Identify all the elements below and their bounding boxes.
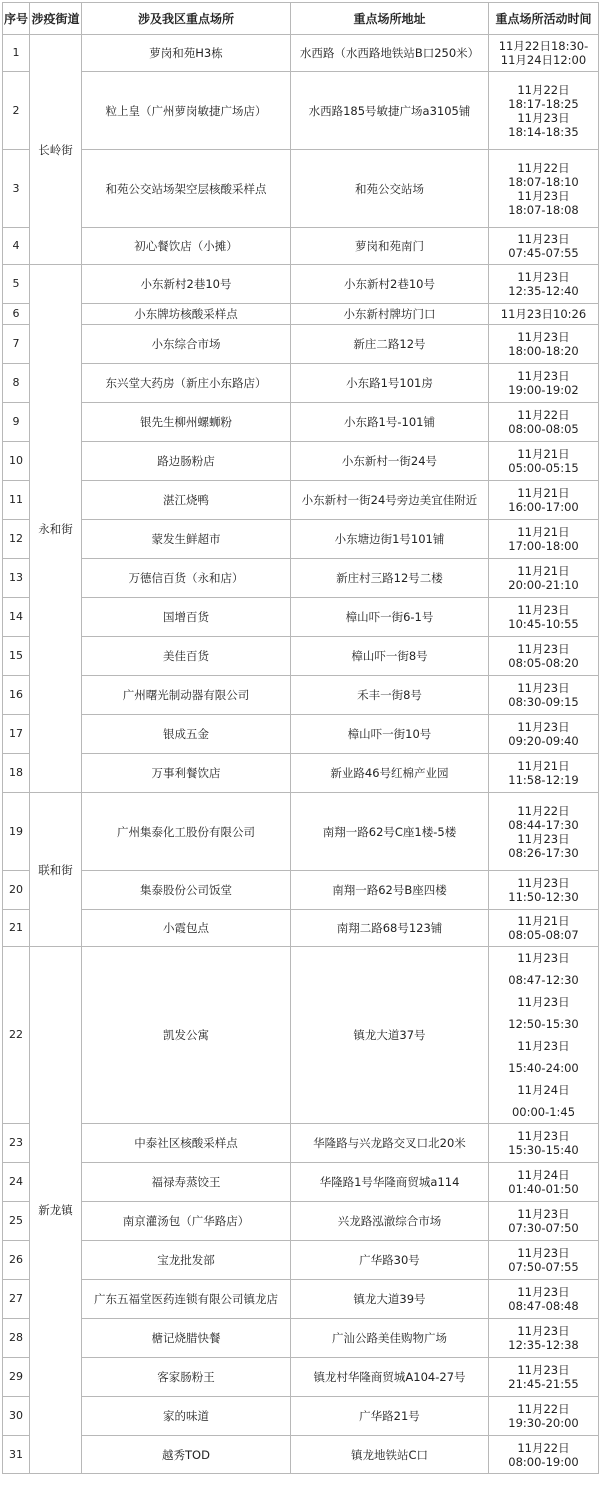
row-seq: 5 xyxy=(3,265,30,304)
time-line: 11月23日 xyxy=(517,951,570,965)
time-line: 18:14-18:35 xyxy=(508,124,579,139)
time-line: 07:30-07:50 xyxy=(508,1221,579,1235)
row-address: 水西路（水西路地铁站B口250米） xyxy=(291,35,489,72)
time-line: 11月23日 xyxy=(517,603,570,617)
row-place: 湛江烧鸭 xyxy=(82,481,291,520)
time-line: 11月22日 xyxy=(517,803,570,818)
row-address: 禾丰一街8号 xyxy=(291,676,489,715)
table-row xyxy=(3,72,599,150)
row-place: 东兴堂大药房（新庄小东路店） xyxy=(82,364,291,403)
time-line: 19:00-19:02 xyxy=(508,383,579,397)
row-seq: 27 xyxy=(3,1280,30,1319)
time-line: 11月24日 xyxy=(517,1083,570,1097)
row-place: 银先生柳州螺蛳粉 xyxy=(82,403,291,442)
row-address: 广华路30号 xyxy=(291,1241,489,1280)
time-line: 11月23日 xyxy=(517,232,570,246)
row-address: 华隆路1号华隆商贸城a114 xyxy=(291,1163,489,1202)
row-seq: 11 xyxy=(3,481,30,520)
table-row xyxy=(3,150,599,228)
row-time xyxy=(489,676,599,715)
time-line: 07:45-07:55 xyxy=(508,246,579,260)
row-seq: 29 xyxy=(3,1358,30,1397)
header-row xyxy=(3,3,599,35)
table-row xyxy=(3,1436,599,1474)
row-seq: 19 xyxy=(3,793,30,871)
time-line: 12:35-12:38 xyxy=(508,1338,579,1352)
header-seq: 序号 xyxy=(3,3,30,35)
row-address: 兴龙路泓澈综合市场 xyxy=(291,1202,489,1241)
row-seq: 28 xyxy=(3,1319,30,1358)
time-line: 08:26-17:30 xyxy=(508,845,579,860)
row-seq: 1 xyxy=(3,35,30,72)
time-line: 11月24日 xyxy=(517,1168,570,1182)
row-street: 新龙镇 xyxy=(30,947,82,1474)
time-line: 11月21日 xyxy=(517,914,570,928)
row-seq: 25 xyxy=(3,1202,30,1241)
time-line: 08:00-08:05 xyxy=(508,422,579,436)
time-line: 11月21日 xyxy=(517,564,570,578)
row-street: 长岭街 xyxy=(30,35,82,265)
row-time xyxy=(489,1280,599,1319)
row-seq: 16 xyxy=(3,676,30,715)
time-line: 09:20-09:40 xyxy=(508,734,579,748)
time-line: 11月23日 xyxy=(517,1363,570,1377)
table-row xyxy=(3,1241,599,1280)
row-seq: 8 xyxy=(3,364,30,403)
time-line: 11月23日 xyxy=(517,188,570,203)
row-seq: 2 xyxy=(3,72,30,150)
row-place: 和苑公交站场架空层核酸采样点 xyxy=(82,150,291,228)
row-seq: 7 xyxy=(3,325,30,364)
table-row xyxy=(3,1163,599,1202)
row-address: 广汕公路美佳购物广场 xyxy=(291,1319,489,1358)
time-line: 11月22日18:30- xyxy=(498,39,589,53)
time-line: 08:05-08:07 xyxy=(508,928,579,942)
row-time xyxy=(489,910,599,947)
row-seq: 9 xyxy=(3,403,30,442)
row-address: 华隆路与兴龙路交叉口北20米 xyxy=(291,1124,489,1163)
table-row xyxy=(3,364,599,403)
time-line: 21:45-21:55 xyxy=(508,1377,579,1391)
time-line: 18:00-18:20 xyxy=(508,344,579,358)
row-time xyxy=(489,1241,599,1280)
table-row xyxy=(3,871,599,910)
row-place: 中泰社区核酸采样点 xyxy=(82,1124,291,1163)
table-row xyxy=(3,947,599,1124)
time-line: 11月21日 xyxy=(517,447,570,461)
row-time xyxy=(489,1163,599,1202)
row-address: 樟山吓一街6-1号 xyxy=(291,598,489,637)
table-row xyxy=(3,910,599,947)
time-line: 11月23日 xyxy=(517,720,570,734)
time-line: 11月23日 xyxy=(517,330,570,344)
row-seq: 17 xyxy=(3,715,30,754)
row-place: 福禄寿蒸饺王 xyxy=(82,1163,291,1202)
row-place: 宝龙批发部 xyxy=(82,1241,291,1280)
table-row xyxy=(3,1358,599,1397)
time-line: 11:50-12:30 xyxy=(508,890,579,904)
row-time xyxy=(489,150,599,228)
time-line: 18:17-18:25 xyxy=(508,96,579,111)
row-seq: 23 xyxy=(3,1124,30,1163)
table-row xyxy=(3,1280,599,1319)
row-time xyxy=(489,403,599,442)
row-place: 初心餐饮店（小摊） xyxy=(82,228,291,265)
row-place: 小东牌坊核酸采样点 xyxy=(82,304,291,325)
table-row xyxy=(3,228,599,265)
table-row xyxy=(3,676,599,715)
time-line: 11月23日 xyxy=(517,1207,570,1221)
time-line: 08:00-19:00 xyxy=(508,1454,579,1469)
table-row xyxy=(3,637,599,676)
table-row xyxy=(3,35,599,72)
row-time xyxy=(489,793,599,871)
time-line: 11月22日 xyxy=(517,1440,570,1455)
row-place: 萝岗和苑H3栋 xyxy=(82,35,291,72)
row-place: 国增百货 xyxy=(82,598,291,637)
row-place: 广州集泰化工股份有限公司 xyxy=(82,793,291,871)
row-time xyxy=(489,35,599,72)
row-address: 水西路185号敏捷广场a3105铺 xyxy=(291,72,489,150)
row-place: 蒙发生鲜超市 xyxy=(82,520,291,559)
table-row xyxy=(3,715,599,754)
table-row xyxy=(3,325,599,364)
table-body xyxy=(3,35,599,1474)
row-time xyxy=(489,72,599,150)
row-place: 万德信百货（永和店） xyxy=(82,559,291,598)
table-row xyxy=(3,1397,599,1436)
time-line: 15:30-15:40 xyxy=(508,1143,579,1157)
row-seq: 14 xyxy=(3,598,30,637)
table-row xyxy=(3,754,599,793)
row-place: 路边肠粉店 xyxy=(82,442,291,481)
row-time xyxy=(489,325,599,364)
key-places-table xyxy=(2,2,599,1474)
row-seq: 21 xyxy=(3,910,30,947)
time-line: 08:05-08:20 xyxy=(508,656,579,670)
row-seq: 26 xyxy=(3,1241,30,1280)
time-line: 11月23日10:26 xyxy=(500,307,587,321)
time-line: 07:50-07:55 xyxy=(508,1260,579,1274)
row-place: 凯发公寓 xyxy=(82,947,291,1124)
row-address: 小东新村牌坊门口 xyxy=(291,304,489,325)
row-address: 和苑公交站场 xyxy=(291,150,489,228)
table-row xyxy=(3,403,599,442)
row-place: 小东综合市场 xyxy=(82,325,291,364)
row-address: 镇龙地铁站C口 xyxy=(291,1436,489,1474)
row-place: 越秀TOD xyxy=(82,1436,291,1474)
time-line: 18:07-18:08 xyxy=(508,202,579,217)
row-time xyxy=(489,228,599,265)
time-line: 12:35-12:40 xyxy=(508,284,579,298)
time-line: 16:00-17:00 xyxy=(508,500,579,514)
header-place: 涉及我区重点场所 xyxy=(82,3,291,35)
table-row xyxy=(3,793,599,871)
row-time xyxy=(489,1124,599,1163)
table-row xyxy=(3,265,599,304)
table-row xyxy=(3,481,599,520)
row-time xyxy=(489,871,599,910)
row-seq: 10 xyxy=(3,442,30,481)
time-line: 11月23日 xyxy=(517,831,570,846)
row-time xyxy=(489,1202,599,1241)
table-row xyxy=(3,1319,599,1358)
time-line: 11月23日 xyxy=(517,642,570,656)
row-time xyxy=(489,1397,599,1436)
row-place: 客家肠粉王 xyxy=(82,1358,291,1397)
row-seq: 3 xyxy=(3,150,30,228)
header-address: 重点场所地址 xyxy=(291,3,489,35)
row-seq: 31 xyxy=(3,1436,30,1474)
row-address: 南翔一路62号C座1楼-5楼 xyxy=(291,793,489,871)
time-line: 11月23日 xyxy=(517,1039,570,1053)
time-line: 12:50-15:30 xyxy=(508,1017,579,1031)
row-place: 广州曙光制动器有限公司 xyxy=(82,676,291,715)
time-line: 17:00-18:00 xyxy=(508,539,579,553)
row-time xyxy=(489,265,599,304)
row-seq: 22 xyxy=(3,947,30,1124)
row-seq: 24 xyxy=(3,1163,30,1202)
row-place: 家的味道 xyxy=(82,1397,291,1436)
row-time xyxy=(489,637,599,676)
time-line: 11月22日 xyxy=(517,160,570,175)
row-place: 万事利餐饮店 xyxy=(82,754,291,793)
row-place: 美佳百货 xyxy=(82,637,291,676)
time-line: 11月24日12:00 xyxy=(500,53,587,67)
row-time xyxy=(489,304,599,325)
time-line: 10:45-10:55 xyxy=(508,617,579,631)
row-seq: 4 xyxy=(3,228,30,265)
row-time xyxy=(489,481,599,520)
row-place: 集泰股份公司饭堂 xyxy=(82,871,291,910)
row-seq: 12 xyxy=(3,520,30,559)
row-address: 南翔二路68号123铺 xyxy=(291,910,489,947)
row-address: 小东新村一街24号 xyxy=(291,442,489,481)
row-time xyxy=(489,947,599,1124)
time-line: 20:00-21:10 xyxy=(508,578,579,592)
row-time xyxy=(489,1358,599,1397)
table-row xyxy=(3,442,599,481)
row-seq: 13 xyxy=(3,559,30,598)
row-address: 广华路21号 xyxy=(291,1397,489,1436)
row-place: 小霞包点 xyxy=(82,910,291,947)
row-time xyxy=(489,364,599,403)
time-line: 11月21日 xyxy=(517,486,570,500)
row-address: 镇龙大道39号 xyxy=(291,1280,489,1319)
row-address: 南翔一路62号B座四楼 xyxy=(291,871,489,910)
time-line: 11月23日 xyxy=(517,1285,570,1299)
time-line: 18:07-18:10 xyxy=(508,174,579,189)
row-address: 小东塘边街1号101铺 xyxy=(291,520,489,559)
row-street: 联和街 xyxy=(30,793,82,947)
row-place: 南京灌汤包（广华路店） xyxy=(82,1202,291,1241)
row-time xyxy=(489,715,599,754)
row-address: 新业路46号红棉产业园 xyxy=(291,754,489,793)
time-line: 08:47-12:30 xyxy=(508,973,579,987)
row-seq: 30 xyxy=(3,1397,30,1436)
row-address: 小东新村2巷10号 xyxy=(291,265,489,304)
row-address: 小东新村一街24号旁边美宜佳附近 xyxy=(291,481,489,520)
row-time xyxy=(489,1436,599,1474)
time-line: 05:00-05:15 xyxy=(508,461,579,475)
row-address: 新庄村三路12号二楼 xyxy=(291,559,489,598)
table-row xyxy=(3,304,599,325)
time-line: 11:58-12:19 xyxy=(508,773,579,787)
row-time xyxy=(489,754,599,793)
row-address: 小东路1号101房 xyxy=(291,364,489,403)
time-line: 11月23日 xyxy=(517,369,570,383)
time-line: 08:30-09:15 xyxy=(508,695,579,709)
time-line: 11月23日 xyxy=(517,270,570,284)
table-row xyxy=(3,598,599,637)
row-address: 小东路1号-101铺 xyxy=(291,403,489,442)
time-line: 08:44-17:30 xyxy=(508,817,579,832)
row-address: 镇龙村华隆商贸城A104-27号 xyxy=(291,1358,489,1397)
time-line: 11月22日 xyxy=(517,82,570,97)
header-street: 涉疫街道 xyxy=(30,3,82,35)
time-line: 15:40-24:00 xyxy=(508,1061,579,1075)
row-seq: 18 xyxy=(3,754,30,793)
row-time xyxy=(489,442,599,481)
time-line: 19:30-20:00 xyxy=(508,1416,579,1430)
time-line: 11月22日 xyxy=(517,408,570,422)
table-row xyxy=(3,559,599,598)
table-row xyxy=(3,1202,599,1241)
row-place: 银成五金 xyxy=(82,715,291,754)
time-line: 08:47-08:48 xyxy=(508,1299,579,1313)
row-place: 榶记烧腊快餐 xyxy=(82,1319,291,1358)
row-time xyxy=(489,520,599,559)
row-place: 广东五福堂医药连锁有限公司镇龙店 xyxy=(82,1280,291,1319)
time-line: 11月23日 xyxy=(517,1324,570,1338)
time-line: 11月21日 xyxy=(517,525,570,539)
row-place: 粒上皇（广州萝岗敏捷广场店） xyxy=(82,72,291,150)
row-seq: 15 xyxy=(3,637,30,676)
table-row xyxy=(3,1124,599,1163)
row-address: 樟山吓一街10号 xyxy=(291,715,489,754)
row-address: 萝岗和苑南门 xyxy=(291,228,489,265)
time-line: 00:00-1:45 xyxy=(511,1105,576,1119)
row-seq: 20 xyxy=(3,871,30,910)
table-row xyxy=(3,520,599,559)
time-line: 11月21日 xyxy=(517,759,570,773)
row-time xyxy=(489,1319,599,1358)
time-line: 11月23日 xyxy=(517,1129,570,1143)
time-line: 11月23日 xyxy=(517,876,570,890)
row-place: 小东新村2巷10号 xyxy=(82,265,291,304)
time-line: 11月23日 xyxy=(517,110,570,125)
row-seq: 6 xyxy=(3,304,30,325)
time-line: 11月23日 xyxy=(517,995,570,1009)
row-time xyxy=(489,598,599,637)
header-time: 重点场所活动时间 xyxy=(489,3,599,35)
time-line: 11月23日 xyxy=(517,1246,570,1260)
time-line: 11月22日 xyxy=(517,1402,570,1416)
row-street: 永和街 xyxy=(30,265,82,793)
row-address: 樟山吓一街8号 xyxy=(291,637,489,676)
row-address: 新庄二路12号 xyxy=(291,325,489,364)
time-line: 01:40-01:50 xyxy=(508,1182,579,1196)
row-time xyxy=(489,559,599,598)
time-line: 11月23日 xyxy=(517,681,570,695)
row-address: 镇龙大道37号 xyxy=(291,947,489,1124)
